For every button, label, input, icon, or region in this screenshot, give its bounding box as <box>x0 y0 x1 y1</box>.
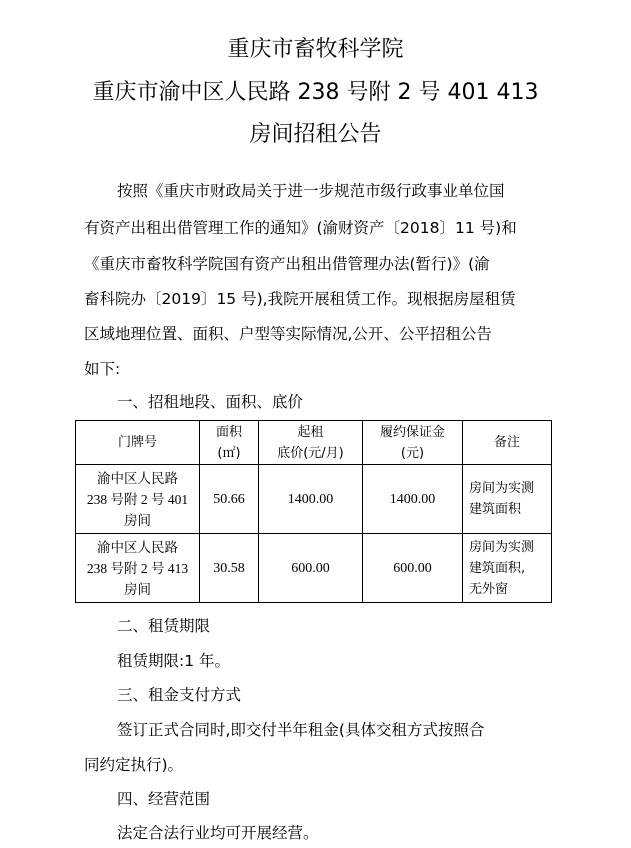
header-deposit: 履约保证金 (元) <box>363 421 463 465</box>
cell-door: 渝中区人民路 238 号附 2 号 413 房间 <box>76 534 200 603</box>
section-heading-term: 二、租赁期限 <box>117 617 211 635</box>
document-title-notice: 房间招租公告 <box>249 122 382 147</box>
payment-text: 同约定执行)。 <box>84 756 184 774</box>
intro-line: 区域地理位置、面积、户型等实际情况,公开、公平招租公告 <box>84 325 492 343</box>
cell-door: 渝中区人民路 238 号附 2 号 401 房间 <box>76 465 200 534</box>
cell-area: 30.58 <box>200 534 259 603</box>
cell-deposit: 1400.00 <box>363 465 463 534</box>
intro-line: 有资产出租出借管理工作的通知》(渝财资产〔2018〕11 号)和 <box>84 219 517 237</box>
cell-note: 房间为实测 建筑面积, 无外窗 <box>463 534 552 603</box>
section-heading-location: 一、招租地段、面积、底价 <box>117 393 304 411</box>
cell-price: 600.00 <box>259 534 363 603</box>
header-door: 门牌号 <box>76 421 200 465</box>
payment-text: 签订正式合同时,即交付半年租金(具体交租方式按照合 <box>117 721 485 739</box>
intro-line: 《重庆市畜牧科学院国有资产出租出借管理办法(暂行)》(渝 <box>84 255 490 273</box>
intro-line: 按照《重庆市财政局关于进一步规范市级行政事业单位国 <box>117 182 505 200</box>
section-heading-scope: 四、经营范围 <box>117 790 211 808</box>
section-heading-payment: 三、租金支付方式 <box>117 686 242 704</box>
table-row <box>76 465 552 534</box>
document-title-org: 重庆市畜牧科学院 <box>227 37 404 62</box>
header-area: 面积 (㎡) <box>200 421 259 465</box>
header-note: 备注 <box>463 421 552 465</box>
document-title-address: 重庆市渝中区人民路 238 号附 2 号 401 413 <box>92 80 539 105</box>
cell-note: 房间为实测 建筑面积 <box>463 465 552 534</box>
intro-line: 畜科院办〔2019〕15 号),我院开展租赁工作。现根据房屋租赁 <box>84 290 516 308</box>
header-price: 起租 底价(元/月) <box>259 421 363 465</box>
scope-text: 法定合法行业均可开展经营。 <box>117 824 319 842</box>
cell-deposit: 600.00 <box>363 534 463 603</box>
rental-table <box>75 420 552 603</box>
cell-area: 50.66 <box>200 465 259 534</box>
table-row <box>76 534 552 603</box>
term-text: 租赁期限:1 年。 <box>117 652 231 670</box>
intro-line: 如下: <box>84 360 121 378</box>
table-header-row <box>76 421 552 465</box>
cell-price: 1400.00 <box>259 465 363 534</box>
